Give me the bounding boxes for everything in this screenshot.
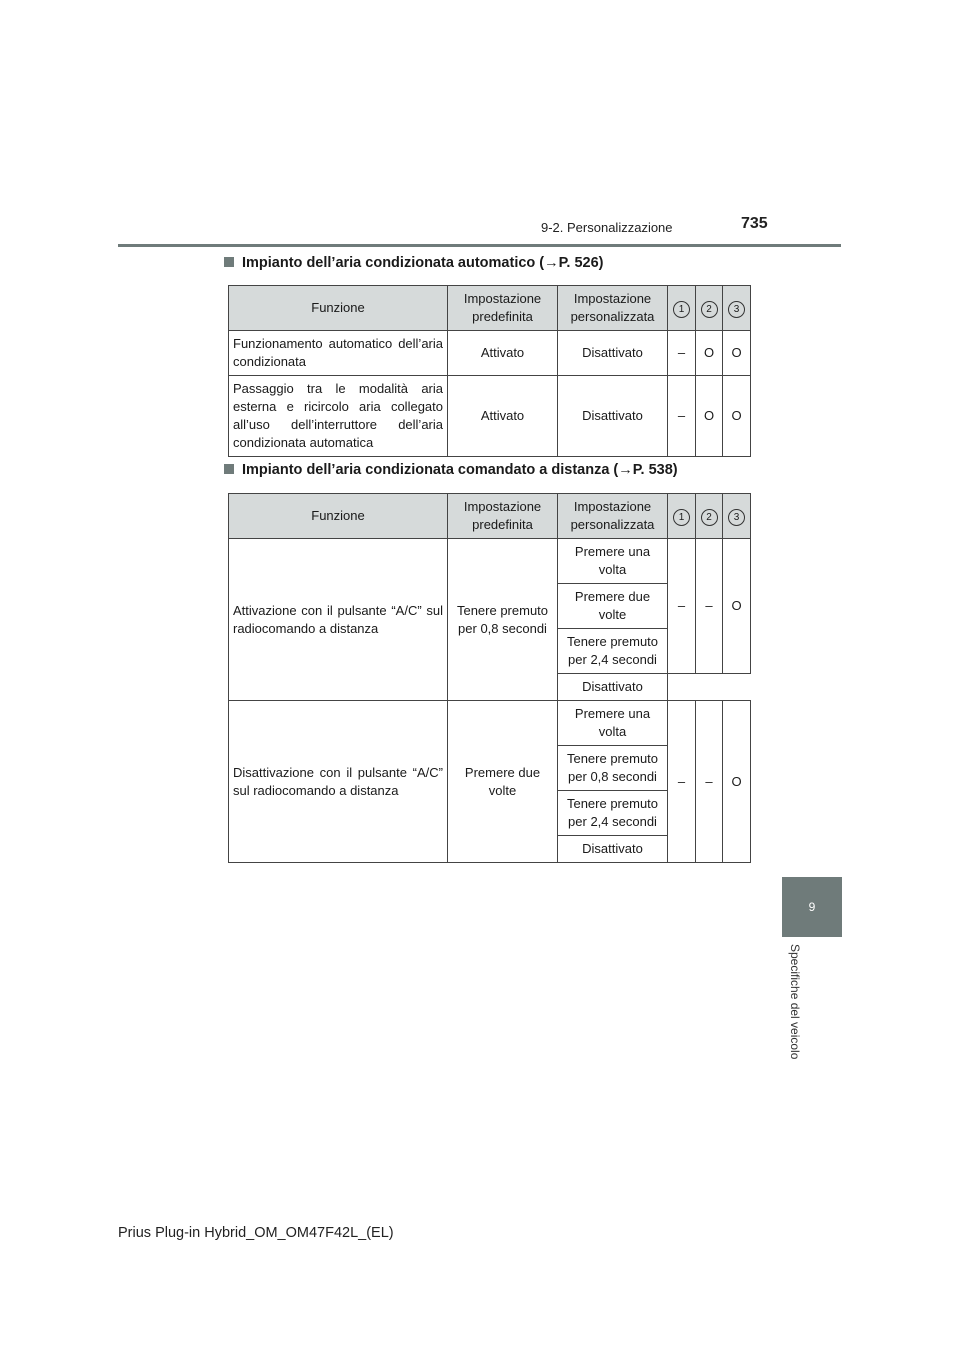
cell-c3: O bbox=[723, 701, 751, 863]
table-header-row bbox=[229, 286, 751, 331]
circled-2-icon: 2 bbox=[701, 301, 718, 318]
section-title: 9-2. Personalizzazione bbox=[541, 220, 673, 235]
cell-custom: Disattivato bbox=[558, 376, 668, 457]
cell-option: Disattivato bbox=[558, 674, 668, 701]
cell-c1: – bbox=[668, 539, 696, 674]
cell-function: Disattivazione con il pulsante “A/C” sul radiocomando a distanza bbox=[229, 701, 448, 863]
circled-1-icon: 1 bbox=[673, 509, 690, 526]
cell-default: Attivato bbox=[448, 376, 558, 457]
cell-c1: – bbox=[668, 331, 696, 376]
section-heading-text: Impianto dell’aria condizionata automatico (→P. 526) bbox=[242, 255, 604, 271]
cell-c3: O bbox=[723, 539, 751, 674]
page-number: 735 bbox=[741, 215, 768, 232]
bullet-square-icon bbox=[224, 257, 234, 267]
cell-c2: O bbox=[696, 331, 723, 376]
cell-option: Tenere premuto per 2,4 secondi bbox=[558, 629, 668, 674]
cell-c2: – bbox=[696, 539, 723, 674]
circled-3-icon: 3 bbox=[728, 301, 745, 318]
col-header-default: Impostazione predefinita bbox=[448, 286, 558, 331]
cell-option: Tenere premuto per 0,8 secondi bbox=[558, 746, 668, 791]
chapter-number: 9 bbox=[808, 900, 816, 914]
cell-c1: – bbox=[668, 376, 696, 457]
cell-c1: – bbox=[668, 701, 696, 863]
section-heading-text: Impianto dell’aria condizionata comandato a distanza (→P. 538) bbox=[242, 462, 678, 478]
table-row bbox=[229, 701, 751, 746]
col-header-custom: Impostazione personalizzata bbox=[558, 286, 668, 331]
col-header-3 bbox=[723, 494, 751, 539]
cell-c3: O bbox=[723, 376, 751, 457]
cell-c3: O bbox=[723, 331, 751, 376]
chapter-tab bbox=[782, 877, 842, 937]
circled-1-icon: 1 bbox=[673, 301, 690, 318]
col-header-function: Funzione bbox=[229, 286, 448, 331]
col-header-function: Funzione bbox=[229, 494, 448, 539]
circled-2-icon: 2 bbox=[701, 509, 718, 526]
circled-3-icon: 3 bbox=[728, 509, 745, 526]
table-row bbox=[229, 539, 751, 584]
cell-option: Premere una volta bbox=[558, 539, 668, 584]
col-header-custom: Impostazione personalizzata bbox=[558, 494, 668, 539]
cell-c2: – bbox=[696, 701, 723, 863]
col-header-3 bbox=[723, 286, 751, 331]
cell-c2: O bbox=[696, 376, 723, 457]
section-heading-auto-ac bbox=[224, 255, 604, 271]
footer-document-code: Prius Plug-in Hybrid_OM_OM47F42L_(EL) bbox=[118, 1225, 394, 1241]
cell-default: Attivato bbox=[448, 331, 558, 376]
cell-function: Passaggio tra le modalità aria esterna e ricircolo aria collegato all’uso dell’interruttore dell’aria condizionata automatica bbox=[229, 376, 448, 457]
chapter-label: Specifiche del veicolo bbox=[788, 944, 802, 1060]
cell-function: Attivazione con il pulsante “A/C” sul radiocomando a distanza bbox=[229, 539, 448, 701]
col-header-2 bbox=[696, 286, 723, 331]
cell-option: Tenere premuto per 2,4 secondi bbox=[558, 791, 668, 836]
col-header-2 bbox=[696, 494, 723, 539]
header-divider bbox=[118, 244, 841, 247]
cell-option: Disattivato bbox=[558, 836, 668, 863]
section-heading-remote-ac bbox=[224, 462, 678, 478]
cell-option: Premere una volta bbox=[558, 701, 668, 746]
table-header-row bbox=[229, 494, 751, 539]
table-row bbox=[229, 376, 751, 457]
cell-default: Premere due volte bbox=[448, 701, 558, 863]
cell-default: Tenere premuto per 0,8 secondi bbox=[448, 539, 558, 701]
auto-ac-table bbox=[228, 285, 751, 457]
remote-ac-table bbox=[228, 493, 751, 863]
col-header-1 bbox=[668, 286, 696, 331]
cell-function: Funzionamento automatico dell’aria condizionata bbox=[229, 331, 448, 376]
col-header-1 bbox=[668, 494, 696, 539]
table-row bbox=[229, 331, 751, 376]
bullet-square-icon bbox=[224, 464, 234, 474]
col-header-default: Impostazione predefinita bbox=[448, 494, 558, 539]
cell-option: Premere due volte bbox=[558, 584, 668, 629]
cell-custom: Disattivato bbox=[558, 331, 668, 376]
